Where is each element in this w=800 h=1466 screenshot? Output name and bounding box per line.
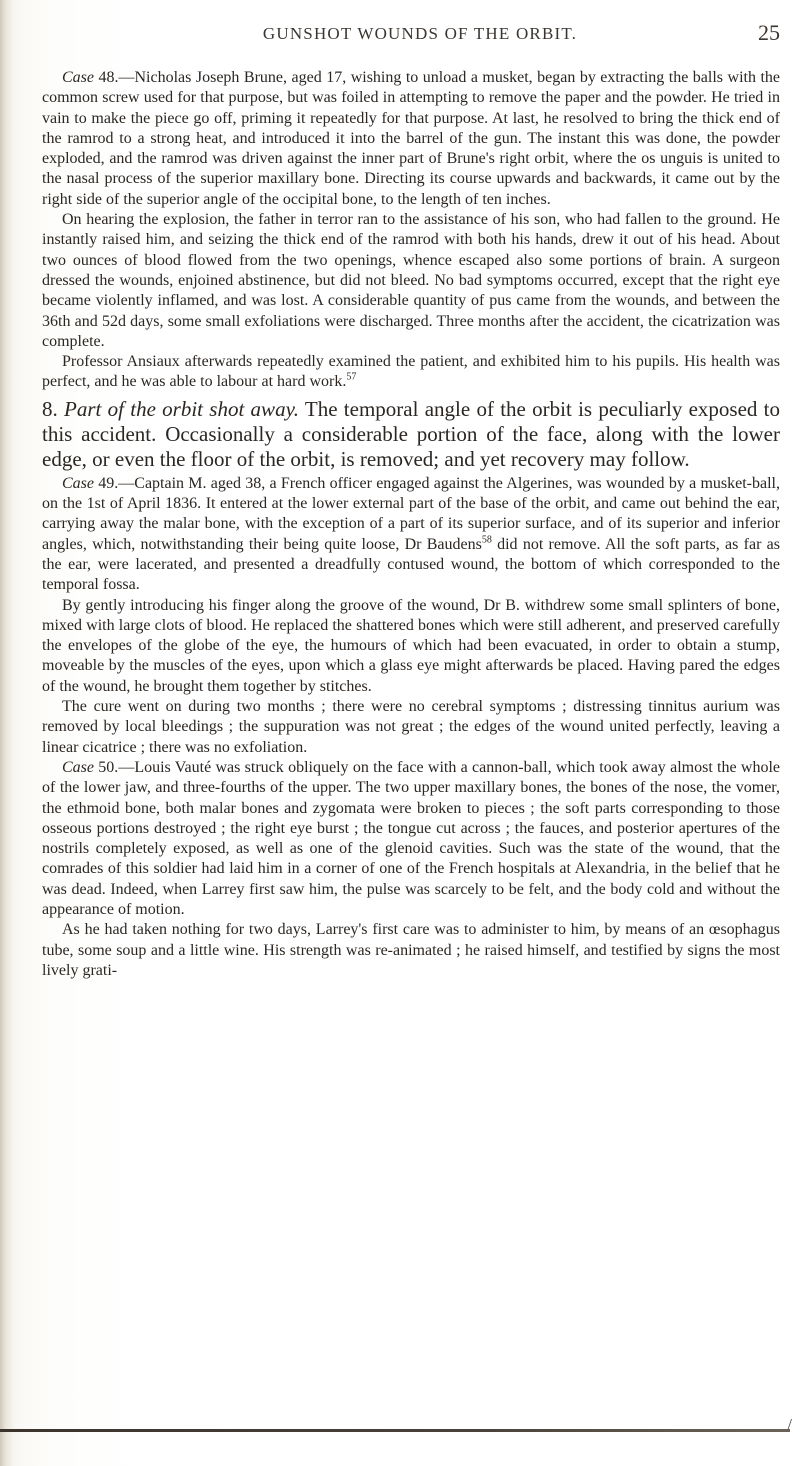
- case-label: Case: [62, 474, 94, 492]
- case-50-text-2: As he had taken nothing for two days, Larrey's first care was to administer to him, by means of an œsophagus tube, some soup and a little wine. His strength was re-animated ; he raised himself, and testified by signs the most lively grati-: [42, 921, 780, 979]
- footnote-ref: 58: [481, 534, 492, 546]
- case-number: 49.: [94, 474, 119, 492]
- corner-mark: /: [786, 1415, 792, 1435]
- case-49-paragraph-3: [42, 697, 780, 758]
- section-8-heading: [42, 397, 780, 472]
- case-50-paragraph-2: [42, 920, 780, 981]
- case-label: Case: [62, 69, 94, 86]
- case-number: 48.: [94, 69, 119, 86]
- case-48-paragraph-1: [42, 68, 780, 210]
- case-49-text-1a: —Captain M. aged 38, a French officer engaged against the Algerines, was wounded by a musket-ball, on the 1st of April 1836. It entered at the lower external part of the base of the orbit, and came out behind the ear, carrying away the malar bone, with the exception of a part of its superior surface, and of its superior and inferior angles, which, notwithstanding their being quite loose, Dr Baudens: [42, 474, 780, 553]
- running-head: GUNSHOT WOUNDS OF THE ORBIT.: [262, 24, 578, 43]
- case-number: 50.: [94, 758, 119, 776]
- case-49-text-2: By gently introducing his finger along the groove of the wound, Dr B. withdrew some small splinters of bone, mixed with large clots of blood. He replaced the shattered bones which were still adherent, and preserved carefully the envelopes of the globe of the eye, the humours of which had been evacuated, in order to obtain a stump, moveable by the muscles of the eyes, upon which a glass eye might afterwards be placed. Having pared the edges of the wound, he brought them together by stitches.: [42, 596, 780, 695]
- case-48-paragraph-2: [42, 210, 780, 352]
- case-50-paragraph-1: [42, 758, 780, 920]
- binding-shadow: [0, 0, 14, 1466]
- case-48-text-2: On hearing the explosion, the father in terror ran to the assistance of his son, who had fallen to the ground. He instantly raised him, and seizing the thick end of the ramrod with both his hands, drew it out of his head. About two ounces of blood flowed from the two openings, whence escaped also some portions of brain. A surgeon dressed the wounds, enjoined abstinence, but did not bleed. No bad symptoms occurred, except that the right eye became violently inflamed, and was lost. A considerable quantity of pus came from the wounds, and between the 36th and 52d days, some small exfoliations were discharged. Three months after the accident, the cicatrization was complete.: [42, 211, 780, 350]
- case-48-text-1: —Nicholas Joseph Brune, aged 17, wishing to unload a musket, began by extracting the balls with the common screw used for that purpose, but was foiled in attempting to remove the paper and the powder. He tried in vain to make the piece go off, priming it repeatedly for that purpose. At last, he resolved to bring the thick end of the ramrod to a strong heat, and introduced it into the barrel of the gun. The instant this was done, the powder exploded, and the ramrod was driven against the inner part of Brune's right orbit, where the os unguis is united to the nasal process of the superior maxillary bone. Directing its course upwards and backwards, it came out by the right side of the superior angle of the occipital bone, to the length of ten inches.: [42, 69, 781, 208]
- case-49-paragraph-2: [42, 596, 780, 697]
- case-49-text-1b: did not remove. All the soft parts, as far as the ear, were lacerated, and presented a dreadfully contused wound, the bottom of which corresponded to the temporal fossa.: [42, 535, 781, 594]
- footnote-ref: 57: [346, 372, 357, 384]
- case-49-paragraph-1: [42, 474, 780, 596]
- page-header: [60, 8, 780, 48]
- page-body: [42, 68, 780, 981]
- case-48-paragraph-3: [42, 352, 780, 393]
- section-8-text: The temporal angle of the orbit is peculiarly exposed to this accident. Occasionally a considerable portion of the face, along with the lower edge, or even the floor of the orbit, is removed; and yet recovery may follow.: [42, 396, 781, 471]
- bottom-rule: [0, 1429, 790, 1432]
- section-title: Part of the orbit shot away.: [64, 396, 299, 421]
- case-label: Case: [62, 758, 94, 776]
- case-48-text-3: Professor Ansiaux afterwards repeatedly examined the patient, and exhibited him to his pupils. His health was perfect, and he was able to labour at hard work.: [42, 353, 780, 391]
- section-number: 8.: [42, 396, 65, 421]
- case-50-text-1: —Louis Vauté was struck obliquely on the face with a cannon-ball, which took away almost the whole of the lower jaw, and three-fourths of the upper. The two upper maxillary bones, the bones of the nose, the vomer, the ethmoid bone, both malar bones and zygomata were broken to pieces ; the soft parts corresponding to those osseous portions destroyed ; the right eye burst ; the tongue cut across ; the fauces, and posterior apertures of the nostrils completely exposed, as well as one of the glenoid cavities. Such was the state of the wound, that the comrades of this soldier had laid him in a corner of one of the French hospitals at Alexandria, in the belief that he was dead. Indeed, when Larrey first saw him, the pulse was scarcely to be felt, and the body cold and without the appearance of motion.: [42, 758, 781, 918]
- page-number: 25: [758, 20, 780, 45]
- case-49-text-3: The cure went on during two months ; there were no cerebral symptoms ; distressing tinnitus aurium was removed by local bleedings ; the suppuration was not great ; the edges of the wound united perfectly, leaving a linear cicatrice ; there was no exfoliation.: [42, 698, 780, 756]
